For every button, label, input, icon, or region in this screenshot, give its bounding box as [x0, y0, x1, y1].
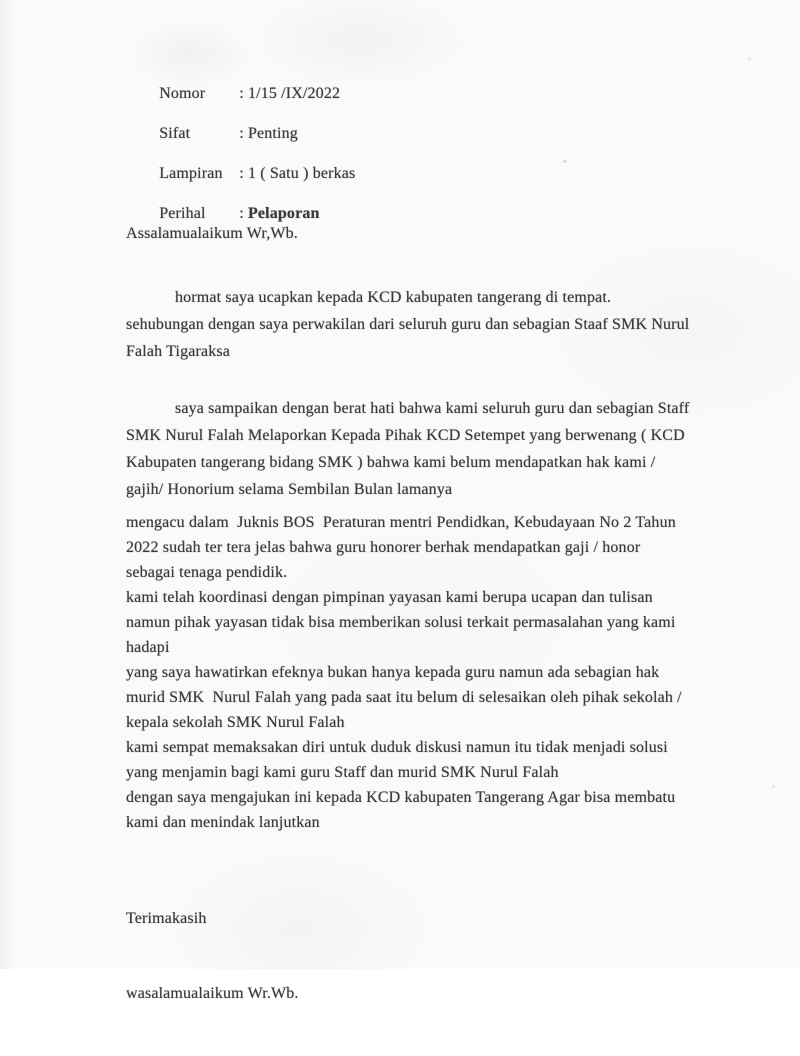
- text-line: gajih/ Honorium selama Sembilan Bulan lamanya: [126, 481, 453, 498]
- text-line: saya sampaikan dengan berat hati bahwa kami seluruh guru dan sebagian Staff: [175, 400, 690, 417]
- paragraph-body: [126, 510, 766, 835]
- closing-salam: wasalamualaikum Wr.Wb.: [126, 985, 299, 1002]
- field-value: Penting: [247, 125, 298, 142]
- text-line: kami sempat memaksakan diri untuk duduk diskusi namun itu tidak menjadi solusi: [126, 739, 668, 756]
- text-line: dengan saya mengajukan ini kepada KCD kabupaten Tangerang Agar bisa membatu: [126, 789, 676, 806]
- text-line: hadapi: [126, 639, 170, 656]
- field-nomor: [126, 64, 766, 104]
- field-lampiran: [126, 144, 766, 184]
- text-line: sehubungan dengan saya perwakilan dari seluruh guru dan sebagian Staaf SMK Nurul: [126, 316, 690, 333]
- text-line: sebagai tenaga pendidik.: [126, 564, 288, 581]
- letter-content: [126, 0, 766, 1056]
- text-line: yang saya hawatirkan efeknya bukan hanya kepada guru namun ada sebagian hak: [126, 664, 660, 681]
- closing-thanks: Terimakasih: [126, 910, 207, 927]
- salutation: Assalamualaikum Wr,Wb.: [126, 225, 298, 242]
- letter-closing: [126, 856, 766, 1056]
- field-label: Sifat: [159, 125, 191, 142]
- text-line: SMK Nurul Falah Melaporkan Kepada Pihak KCD Setempet yang berwenang ( KCD: [126, 427, 685, 444]
- field-colon: :: [239, 205, 248, 222]
- field-label: Nomor: [159, 85, 206, 102]
- field-value: 1 ( Satu ) berkas: [247, 165, 356, 182]
- text-line: 2022 sudah ter tera jelas bahwa guru honorer berhak mendapatkan gaji / honor: [126, 539, 641, 556]
- field-colon: :: [239, 165, 248, 182]
- text-line: kami telah koordinasi dengan pimpinan yayasan kami berupa ucapan dan tulisan: [126, 589, 653, 606]
- scan-artifact: [772, 785, 775, 788]
- text-line: mengacu dalam Juknis BOS Peraturan mentri Pendidkan, Kebudayaan No 2 Tahun: [126, 514, 676, 531]
- field-value: 1/15 /IX/2022: [247, 85, 341, 102]
- paragraph-report: [126, 395, 766, 503]
- field-label: Perihal: [159, 205, 206, 222]
- text-line: kami dan menindak lanjutkan: [126, 814, 320, 831]
- field-label: Lampiran: [159, 165, 223, 182]
- field-sifat: [126, 104, 766, 144]
- text-line: namun pihak yayasan tidak bisa memberikan solusi terkait permasalahan yang kami: [126, 614, 676, 631]
- paragraph-opening: [126, 284, 766, 365]
- text-line: Kabupaten tangerang bidang SMK ) bahwa kami belum mendapatkan hak kami /: [126, 454, 656, 471]
- text-line: yang menjamin bagi kami guru Staff dan murid SMK Nurul Falah: [126, 764, 559, 781]
- field-colon: :: [239, 85, 248, 102]
- text-line: kepala sekolah SMK Nurul Falah: [126, 714, 345, 731]
- field-perihal: [126, 184, 766, 224]
- text-line: Falah Tigaraksa: [126, 343, 231, 360]
- field-value: Pelaporan: [247, 205, 320, 222]
- field-colon: :: [239, 125, 248, 142]
- letter-header: [126, 0, 766, 224]
- text-line: murid SMK Nurul Falah yang pada saat itu belum di selesaikan oleh pihak sekolah /: [126, 689, 682, 706]
- text-line: hormat saya ucapkan kepada KCD kabupaten tangerang di tempat.: [175, 289, 612, 306]
